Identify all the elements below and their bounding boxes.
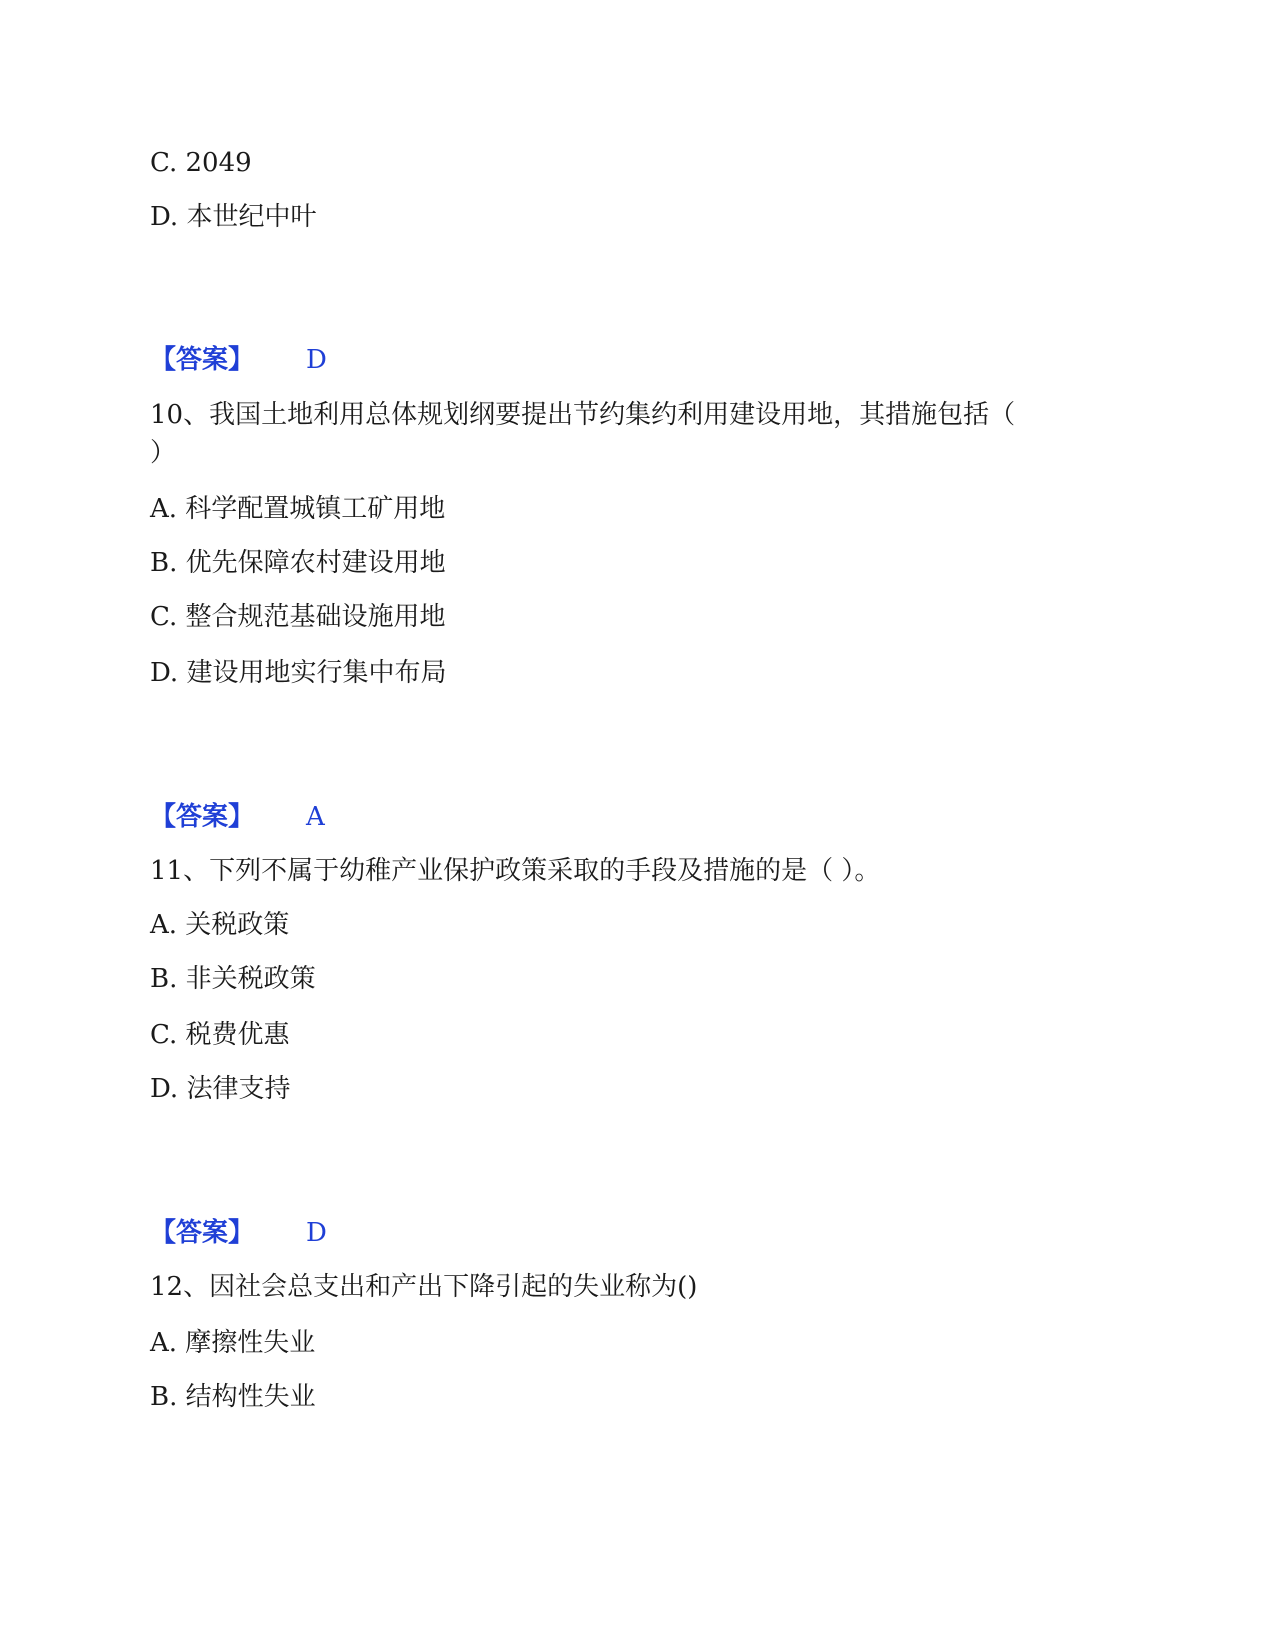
question-10-option-d: D. 建设用地实行集中布局 [150,658,447,688]
question-10-text: 10、我国土地利用总体规划纲要提出节约集约利用建设用地，其措施包括（ [150,400,1016,430]
answer-value: D [306,1218,327,1248]
answer-value: D [306,345,327,375]
question-11-option-c: C. 税费优惠 [150,1020,290,1050]
answer-label: 【答案】 [150,1218,255,1248]
answer-value: A [306,802,325,832]
question-12-option-b: B. 结构性失业 [150,1382,316,1412]
answer-line [150,343,327,377]
option-d: D. 本世纪中叶 [150,202,317,232]
question-12-option-a: A. 摩擦性失业 [150,1328,316,1358]
answer-line [150,1216,327,1250]
question-11-option-b: B. 非关税政策 [150,964,316,994]
question-11-option-d: D. 法律支持 [150,1074,291,1104]
question-10-option-a: A. 科学配置城镇工矿用地 [150,494,446,524]
answer-line [150,800,325,834]
answer-label: 【答案】 [150,802,255,832]
question-10-option-b: B. 优先保障农村建设用地 [150,548,446,578]
question-10-option-c: C. 整合规范基础设施用地 [150,602,446,632]
answer-label: 【答案】 [150,345,255,375]
option-c: C. 2049 [150,148,252,178]
question-10-text-cont: ） [150,438,177,468]
question-11-option-a: A. 关税政策 [150,910,290,940]
question-11-text: 11、下列不属于幼稚产业保护政策采取的手段及措施的是（ ）。 [150,856,881,886]
question-12-text: 12、因社会总支出和产出下降引起的失业称为() [150,1272,698,1302]
